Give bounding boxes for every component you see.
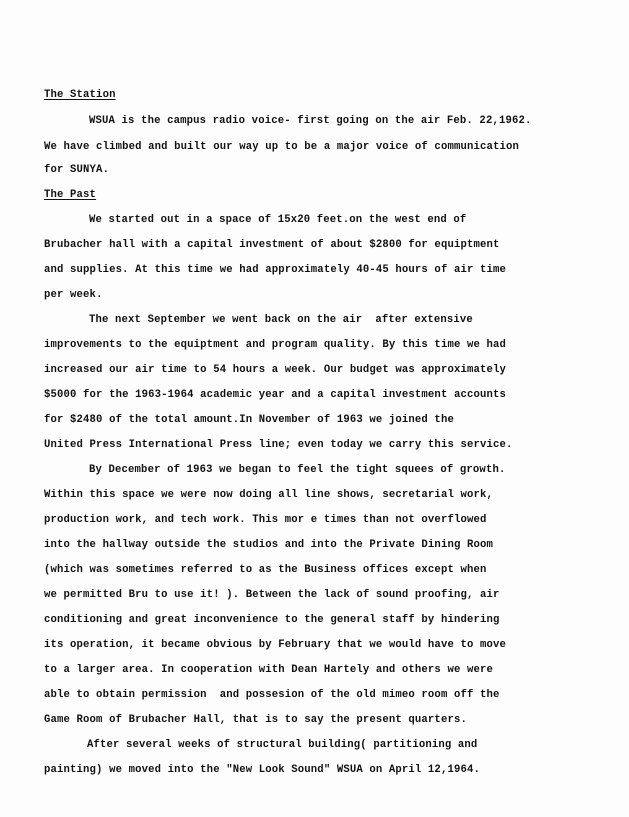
text-line: into the hallway outside the studios and into the Private Dining Room: [44, 539, 494, 551]
text-line: production work, and tech work. This mor e times than not overflowed: [44, 514, 487, 526]
text-line: for $2480 of the total amount.In November of 1963 we joined the: [44, 414, 454, 426]
text-line: increased our air time to 54 hours a week. Our budget was approximately: [44, 364, 507, 376]
text-line: We started out in a space of 15x20 feet.on the west end of: [89, 214, 467, 226]
text-line: Within this space we were now doing all line shows, secretarial work,: [44, 489, 494, 501]
text-line: WSUA is the campus radio voice- first going on the air Feb. 22,1962.: [89, 115, 532, 127]
text-line: We have climbed and built our way up to be a major voice of communication: [44, 141, 520, 153]
text-line: By December of 1963 we began to feel the tight squees of growth.: [89, 464, 506, 476]
text-line: painting) we moved into the "New Look Sound" WSUA on April 12,1964.: [44, 764, 480, 776]
text-line: able to obtain permission and possesion of the old mimeo room off the: [44, 689, 500, 701]
text-line: conditioning and great inconvenience to the general staff by hindering: [44, 614, 500, 626]
text-line: per week.: [44, 289, 103, 301]
text-line: for SUNYA.: [44, 164, 110, 176]
text-line: and supplies. At this time we had approximately 40-45 hours of air time: [44, 264, 507, 276]
text-line: its operation, it became obvious by February that we would have to move: [44, 639, 507, 651]
text-line: The next September we went back on the air after extensive: [89, 314, 473, 326]
heading-the-past: The Past: [44, 189, 97, 201]
text-line: to a larger area. In cooperation with Dean Hartely and others we were: [44, 664, 494, 676]
text-line: Brubacher hall with a capital investment of about $2800 for equiptment: [44, 239, 500, 251]
text-line: After several weeks of structural building( partitioning and: [87, 739, 478, 751]
text-line: United Press International Press line; even today we carry this service.: [44, 439, 513, 451]
text-line: improvements to the equiptment and program quality. By this time we had: [44, 339, 507, 351]
text-line: (which was sometimes referred to as the Business offices except when: [44, 564, 487, 576]
text-line: we permitted Bru to use it! ). Between the lack of sound proofing, air: [44, 589, 500, 601]
heading-the-station: The Station: [44, 89, 116, 101]
text-line: Game Room of Brubacher Hall, that is to say the present quarters.: [44, 714, 467, 726]
text-line: $5000 for the 1963-1964 academic year and a capital investment accounts: [44, 389, 507, 401]
